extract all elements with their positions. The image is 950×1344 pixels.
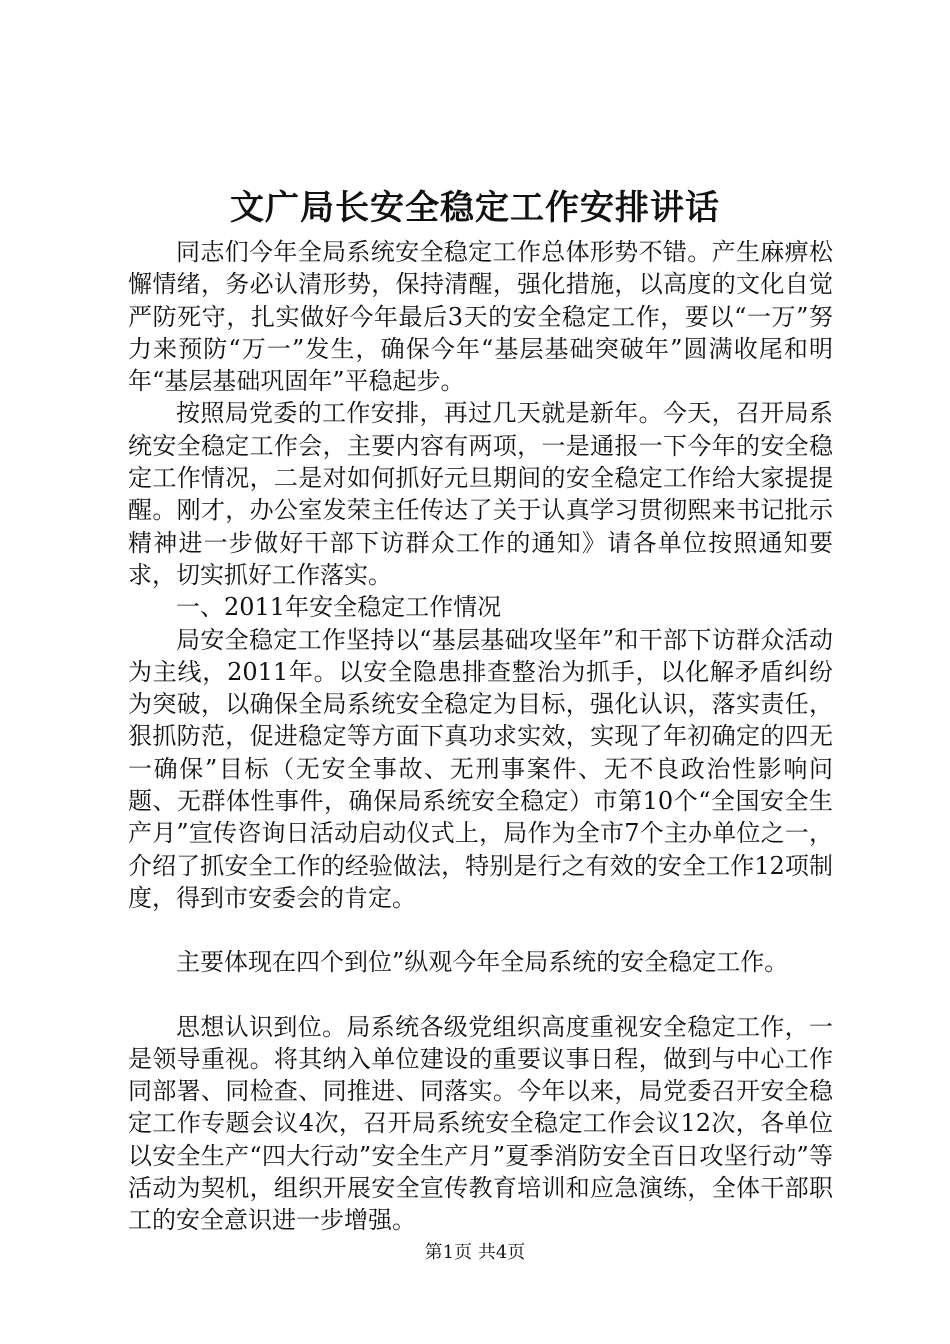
paragraph-spacer (128, 914, 833, 946)
document-body (128, 236, 833, 1237)
paragraph-opening: 同志们今年全局系统安全稳定工作总体形势不错。产生麻痹松懈情绪，务必认清形势，保持清醒，强化措施，以高度的文化自觉严防死守，扎实做好今年最后3天的安全稳定工作，要以“一万”努力来预防“万一”发生，确保今年“基层基础突破年”圆满收尾和明年“基层基础巩固年”平稳起步。 (128, 238, 833, 396)
document-title: 文广局长安全稳定工作安排讲话 (230, 188, 720, 228)
paragraph-2011-summary: 局安全稳定工作坚持以“基层基础攻坚年”和干部下访群众活动为主线，2011年。以安全隐患排查整治为抓手，以化解矛盾纠纷为突破，以确保全局系统安全稳定为目标，强化认识，落实责任，狠抓防范，促进稳定等方面下真功求实效，实现了年初确定的四无一确保”目标（无安全事故、无刑事案件、无不良政治性影响问题、无群体性事件，确保局系统安全稳定）市第10个“全国安全生产月”宣传咨询日活动启动仪式上，局作为全市7个主办单位之一，介绍了抓安全工作的经验做法，特别是行之有效的安全工作12项制度，得到市安委会的肯定。 (128, 625, 833, 912)
paragraph-ideology: 思想认识到位。局系统各级党组织高度重视安全稳定工作，一是领导重视。将其纳入单位建设的重要议事日程，做到与中心工作同部署、同检查、同推进、同落实。今年以来，局党委召开安全稳定工作专题会议4次，召开局系统安全稳定工作会议12次，各单位以安全生产“四大行动”安全生产月”夏季消防安全百日攻坚行动”等活动为契机，组织开展安全宣传教育培训和应急演练，全体干部职工的安全意识进一步增强。 (128, 1012, 833, 1235)
paragraph-spacer (128, 979, 833, 1011)
section-heading-2011: 一、2011年安全稳定工作情况 (176, 593, 502, 622)
page-number-footer: 第1页 共4页 (424, 1242, 526, 1263)
paragraph-agenda: 按照局党委的工作安排，再过几天就是新年。今天，召开局系统安全稳定工作会，主要内容有两项，一是通报一下今年的安全稳定工作情况，二是对如何抓好元旦期间的安全稳定工作给大家提提醒。刚才，办公室发荣主任传达了关于认真学习贯彻熙来书记批示精神进一步做好干部下访群众工作的通知》请各单位按照通知要求，切实抓好工作落实。 (128, 399, 833, 589)
paragraph-four-in-place: 主要体现在四个到位”纵观今年全局系统的安全稳定工作。 (176, 948, 789, 977)
